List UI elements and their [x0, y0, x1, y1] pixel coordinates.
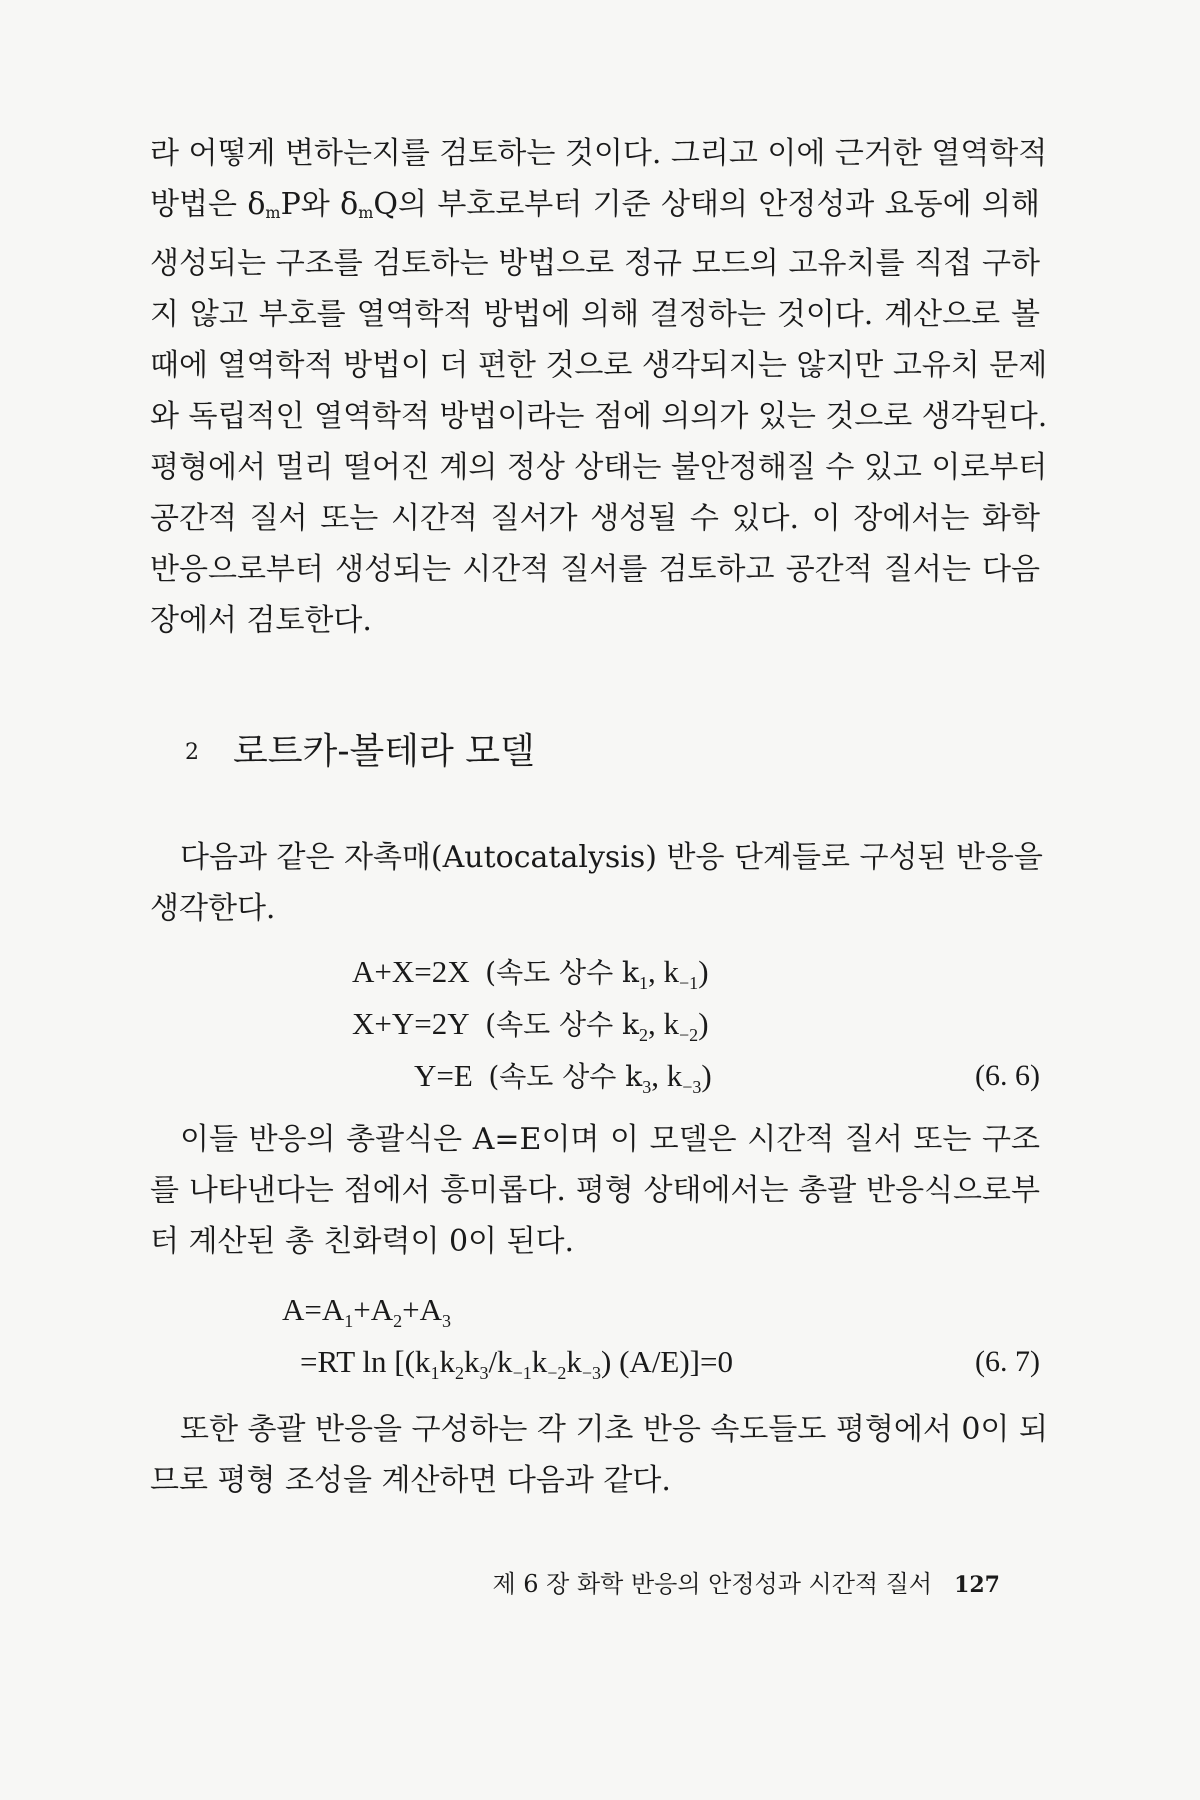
text-line: 공간적 질서 또는 시간적 질서가 생성될 수 있다. 이 장에서는 화학	[150, 501, 1040, 536]
section-number: 2	[185, 740, 199, 765]
paragraph-intro	[150, 128, 1048, 646]
text-line: 와 독립적인 열역학적 방법이라는 점에 의의가 있는 것으로 생각된다.	[150, 399, 1048, 434]
section-heading	[185, 730, 535, 775]
section-title: 로트카-볼테라 모델	[233, 731, 535, 772]
text-line: 를 나타낸다는 점에서 흥미롭다. 평형 상태에서는 총괄 반응식으로부	[150, 1173, 1040, 1208]
equation-number-6-6: (6. 6)	[975, 1059, 1040, 1092]
chapter-title: 제 6 장 화학 반응의 안정성과 시간적 질서	[492, 1570, 933, 1598]
paragraph-autocatalysis	[150, 832, 1043, 934]
paragraph-overall-reaction	[150, 1114, 1040, 1267]
text-line: 이들 반응의 총괄식은 A=E이며 이 모델은 시간적 질서 또는 구조	[180, 1122, 1040, 1157]
equation-6-7-line-2: =RT $\ln [(k_1k_2k_3/k_{-1}k_{-2}k_{-3})$ (A/E)]=0	[300, 1344, 733, 1384]
text-line: 장에서 검토한다.	[150, 603, 372, 638]
text-line: 생각한다.	[150, 891, 276, 926]
page-number: 127	[954, 1572, 1000, 1598]
text-line: 지 않고 부호를 열역학적 방법에 의해 결정하는 것이다. 계산으로 볼	[150, 297, 1040, 332]
text-line: 라 어떻게 변하는지를 검토하는 것이다. 그리고 이에 근거한 열역학적	[150, 136, 1048, 171]
text-line: 다음과 같은 자촉매(Autocatalysis) 반응 단계들로 구성된 반응을	[180, 840, 1043, 875]
equation-6-6-line-1: A+X=2X (속도 상수 $k_1$, $k_{-1}$)	[352, 954, 709, 994]
page-footer	[492, 1568, 1000, 1601]
text-line: 평형에서 멀리 떨어진 계의 정상 상태는 불안정해질 수 있고 이로부터	[150, 450, 1048, 485]
equation-6-6-line-2: X+Y=2Y (속도 상수 $k_2$, $k_{-2}$)	[352, 1006, 709, 1046]
equation-6-6-line-3: Y=E (속도 상수 $k_3$, $k_{-3}$)	[414, 1058, 712, 1098]
paragraph-equilibrium	[150, 1404, 1048, 1506]
text-line: 터 계산된 총 친화력이 0이 된다.	[150, 1224, 575, 1259]
text-line-with-delta: 방법은 δmP와 δmQ의 부호로부터 기준 상태의 안정성과 요동에 의해	[150, 187, 1040, 222]
text-line: 반응으로부터 생성되는 시간적 질서를 검토하고 공간적 질서는 다음	[150, 552, 1040, 587]
text-line: 때에 열역학적 방법이 더 편한 것으로 생각되지는 않지만 고유치 문제	[150, 348, 1048, 383]
equation-number-6-7: (6. 7)	[975, 1345, 1040, 1378]
equation-6-7-line-1: $A=A_1+A_2+A_3$	[282, 1292, 452, 1332]
text-line: 생성되는 구조를 검토하는 방법으로 정규 모드의 고유치를 직접 구하	[150, 246, 1040, 281]
text-line: 또한 총괄 반응을 구성하는 각 기초 반응 속도들도 평형에서 0이 되	[180, 1412, 1048, 1447]
text-line: 므로 평형 조성을 계산하면 다음과 같다.	[150, 1463, 671, 1498]
